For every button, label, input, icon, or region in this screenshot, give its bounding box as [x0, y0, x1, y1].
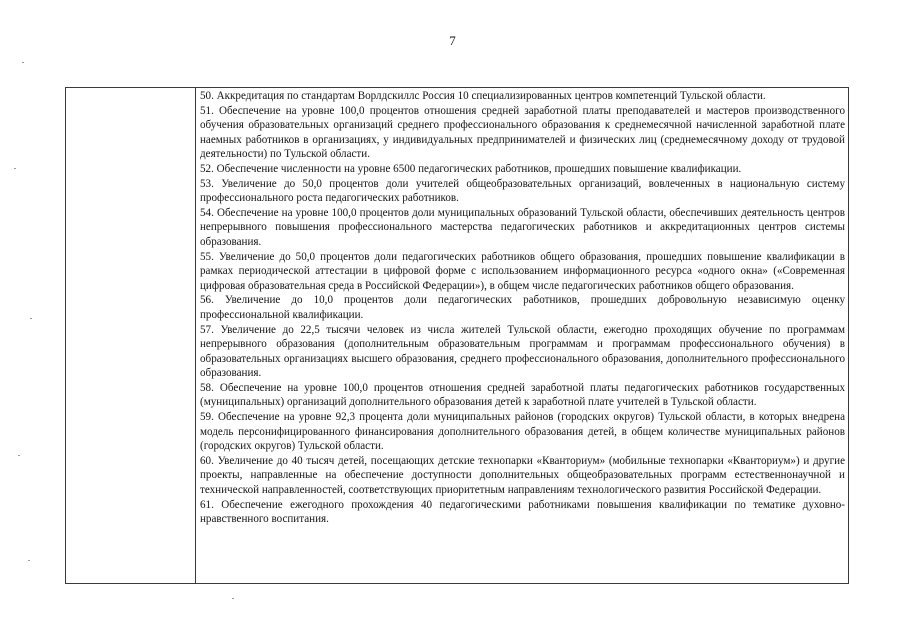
list-item-53: 53. Увеличение до 50,0 процентов доли учителей общеобразовательных организаций, вовлеченных в национальную систему профессионального роста педагогических работников.: [200, 177, 845, 205]
page-number: 7: [449, 33, 456, 48]
list-item-50: 50. Аккредитация по стандартам Ворлдскиллс Россия 10 специализированных центров компетенций Тульской области.: [200, 90, 766, 102]
table-right-cell: [196, 88, 848, 583]
list-item-61: 61. Обеспечение ежегодного прохождения 40 педагогическими работниками повышения квалификации по тематике духовно-нравственного воспитания.: [200, 498, 845, 526]
list-item-58: 58. Обеспечение на уровне 100,0 процентов отношения средней заработной платы педагогических работников государственных (муниципальных) организаций дополнительного образования детей к заработной плате учителей в Тульской области.: [200, 381, 845, 409]
scan-speck: [30, 318, 32, 319]
list-item-51: 51. Обеспечение на уровне 100,0 процентов отношения средней заработной платы преподавателей и мастеров производственного обучения образовательных организаций среднего профессионального образования к среднемесячной начисленной заработной плате наемных работников в организациях, у индивидуальных предпринимателей и физических лиц (среднемесячному доходу от трудовой деятельности) по Тульской области.: [200, 104, 845, 161]
scan-speck: [18, 455, 20, 456]
scan-speck: [14, 168, 16, 169]
scan-speck: [28, 560, 30, 561]
list-item-55: 55. Увеличение до 50,0 процентов доли педагогических работников общего образования, прошедших повышение квалификации в рамках периодической аттестации в цифровой форме с использованием информационного ресурса «одного окна» («Современная цифровая образовательная среда в Российской Федерации»), в общем числе педагогических работников общего образования.: [200, 250, 845, 292]
scan-speck: [232, 598, 234, 599]
scan-speck: [22, 62, 24, 63]
list-item-60: 60. Увеличение до 40 тысяч детей, посещающих детские технопарки «Кванториум» (мобильные технопарки «Кванториум») и другие проекты, направленные на обеспечение доступности дополнительных общеобразовательных программ естественнонаучной и технической направленностей, соответствующих приоритетным направлениям технологического развития Российской Федерации.: [200, 454, 845, 497]
table-left-cell: [66, 88, 196, 583]
list-item-54: 54. Обеспечение на уровне 100,0 процентов доли муниципальных образований Тульской области, обеспечивших деятельность центров непрерывного повышения профессионального мастерства педагогических работников и аккредитационных центров системы образования.: [200, 206, 845, 248]
document-table: [65, 87, 849, 584]
list-item-52: 52. Обеспечение численности на уровне 6500 педагогических работников, прошедших повышение квалификации.: [200, 162, 742, 175]
list-item-57: 57. Увеличение до 22,5 тысячи человек из числа жителей Тульской области, ежегодно проходящих обучение по программам непрерывного образования (дополнительным образовательным программам и программам профессионального обучения) в образовательных организациях высшего образования, среднего профессионального образования, дополнительного профессионального образования.: [200, 323, 845, 380]
list-item-56: 56. Увеличение до 10,0 процентов доли педагогических работников, прошедших добровольную независимую оценку профессиональной квалификации.: [200, 294, 845, 321]
list-item-59: 59. Обеспечение на уровне 92,3 процента доли муниципальных районов (городских округов) Тульской области, в которых внедрена модель персонифицированного финансирования дополнительного образования детей, в общем количестве муниципальных районов (городских округов) Тульской области.: [200, 411, 845, 453]
